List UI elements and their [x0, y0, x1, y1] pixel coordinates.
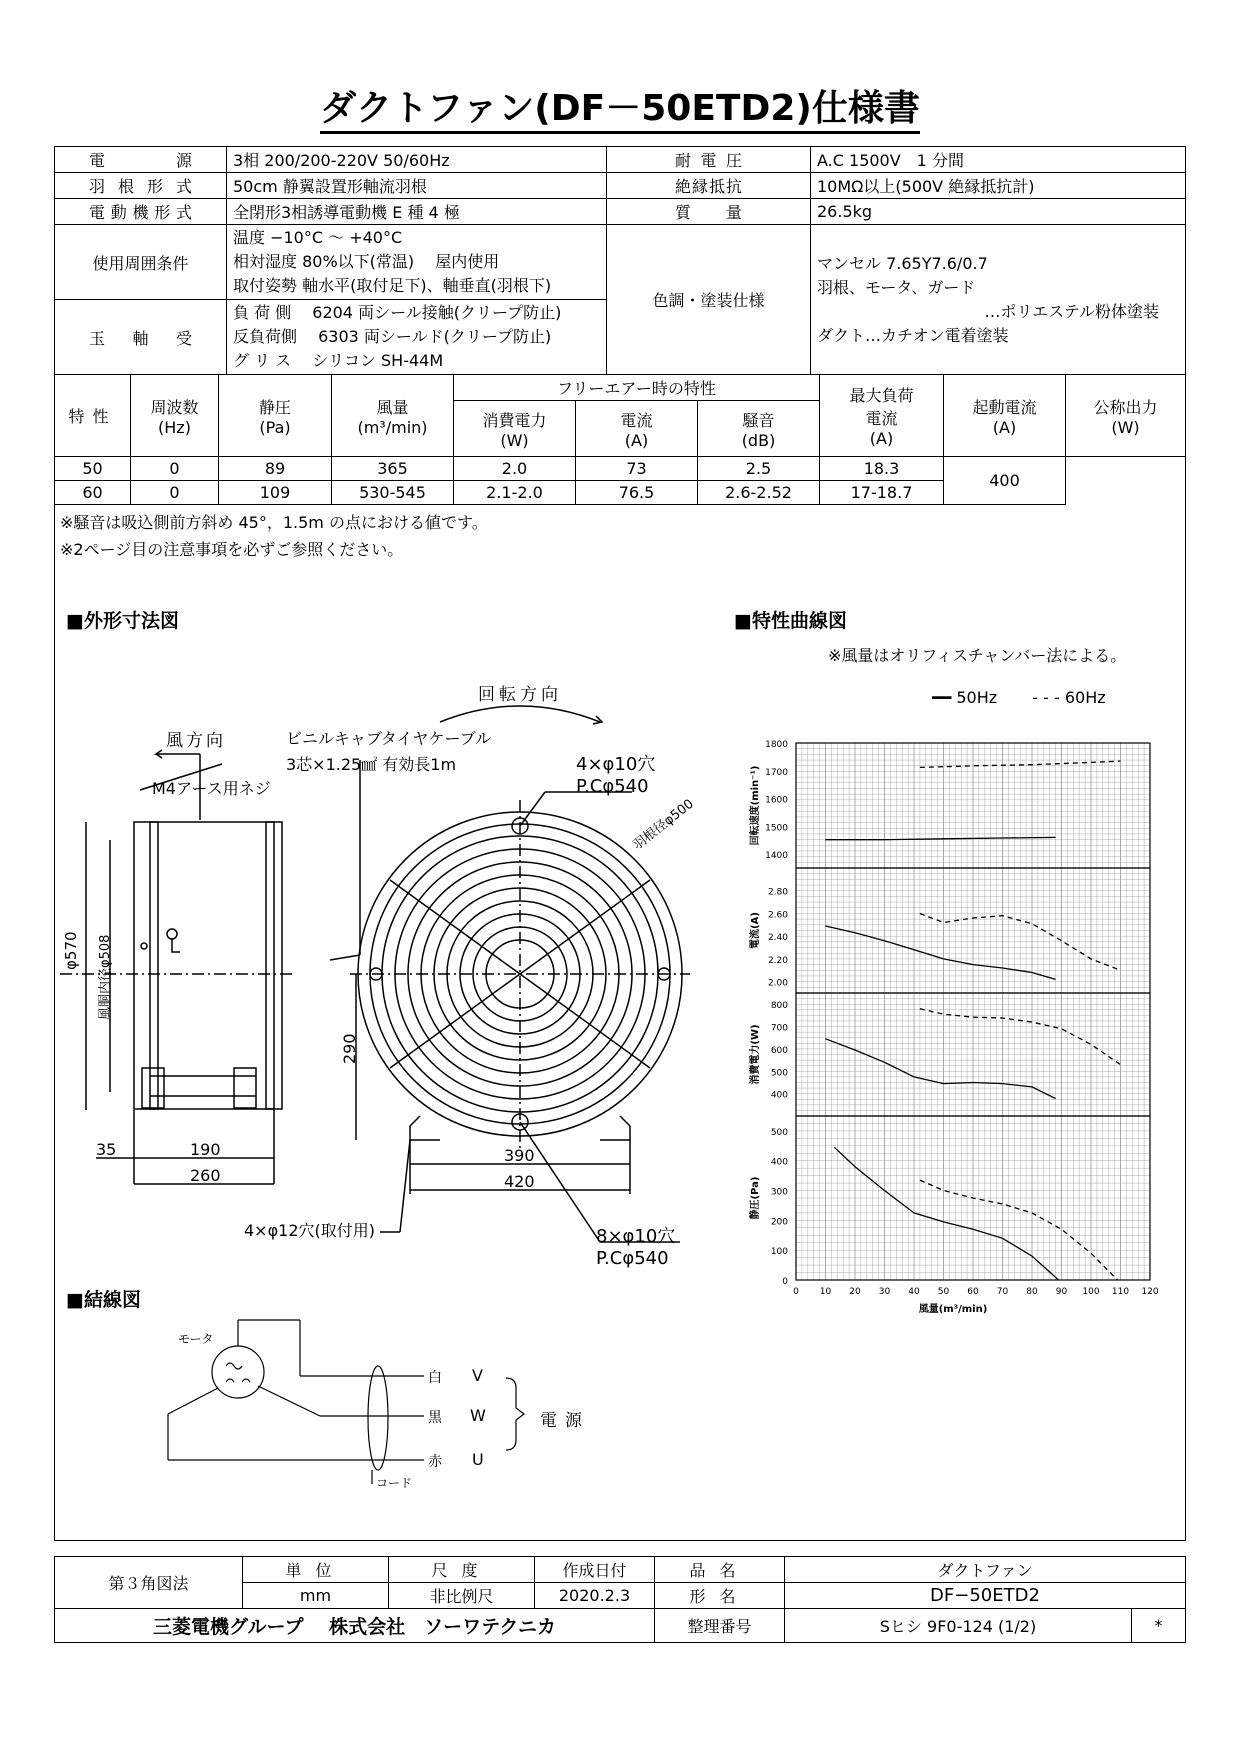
- spec-weight: 26.5kg: [811, 199, 1186, 225]
- cell: 89: [219, 457, 332, 481]
- y-tick-label: 1700: [765, 767, 788, 778]
- char-h-start: [944, 375, 1066, 457]
- h-text: 起動電流: [972, 397, 1037, 417]
- label-d190: 190: [190, 1140, 221, 1159]
- chart-legend: [932, 688, 1106, 707]
- footer-name: ダクトファン: [785, 1557, 1186, 1583]
- y-axis-label: 電流(A): [750, 912, 761, 949]
- label-d420: 420: [504, 1172, 535, 1191]
- cell: 76.5: [576, 481, 698, 505]
- h-unit: (Pa): [259, 417, 291, 437]
- x-tick-label: 30: [878, 1287, 891, 1297]
- spec-label-insulation: 絶縁抵抗: [607, 173, 811, 199]
- y-tick-label: 700: [770, 1023, 788, 1034]
- y-tick-label: 200: [770, 1217, 788, 1228]
- label-d570: φ570: [62, 931, 80, 970]
- h-unit: (dB): [741, 430, 776, 450]
- y-tick-label: 300: [770, 1187, 788, 1198]
- cell: 2.6-2.52: [698, 481, 820, 505]
- label-holes-bot1: 8×φ10穴: [596, 1226, 676, 1247]
- footer-company: 三菱電機グループ 株式会社 ソーワテクニカ: [55, 1609, 655, 1643]
- terminal-w: W: [470, 1406, 486, 1425]
- y-tick-label: 500: [770, 1127, 788, 1138]
- bearing-line: グ リ ス シリコン SH-44M: [233, 351, 444, 370]
- char-h-free: フリーエアー時の特性: [454, 375, 820, 401]
- y-tick-label: 2.60: [767, 910, 788, 921]
- cell: 50: [55, 457, 131, 481]
- footer-name-h: 品名: [655, 1557, 785, 1583]
- spec-label-weight: 質量: [607, 199, 811, 225]
- spec-label-withstand: 耐電圧: [607, 147, 811, 173]
- y-tick-label: 2.40: [767, 933, 788, 944]
- cell: 0: [131, 457, 219, 481]
- footer-unit: mm: [243, 1583, 389, 1609]
- label-d390: 390: [504, 1146, 535, 1165]
- spec-power: 3相 200/200-220V 50/60Hz: [227, 147, 607, 173]
- label-holes-top1: 4×φ10穴: [576, 754, 656, 775]
- footer-scale: 非比例尺: [389, 1583, 535, 1609]
- y-tick-label: 1600: [765, 795, 788, 806]
- cell: 109: [219, 481, 332, 505]
- y-tick-label: 100: [770, 1247, 788, 1258]
- char-h-output: [1066, 375, 1186, 457]
- color-line: ダクト…カチオン電着塗装: [817, 325, 1009, 345]
- cell: 365: [332, 457, 454, 481]
- footer-model-h: 形名: [655, 1583, 785, 1609]
- x-tick-label: 90: [1055, 1287, 1068, 1297]
- cell: 73: [576, 457, 698, 481]
- label-cable2: 3芯×1.25㎟ 有効長1m: [286, 755, 457, 774]
- label-duct-dia: 風胴内径φ508: [98, 934, 113, 1020]
- section-outline: ■外形寸法図: [66, 610, 179, 632]
- env-line: 温度 −10°C ～ +40°C: [233, 228, 403, 247]
- x-tick-label: 50: [937, 1287, 950, 1297]
- spec-color: [811, 225, 1186, 375]
- color-line: マンセル 7.65Y7.6/0.7: [817, 253, 988, 273]
- char-h-flow: [332, 375, 454, 457]
- y-tick-label: 600: [770, 1045, 788, 1056]
- h-unit: (A): [624, 430, 649, 450]
- footer-scale-h: 尺度: [389, 1557, 535, 1583]
- cell: 0: [131, 481, 219, 505]
- h-unit: (m³/min): [357, 417, 428, 437]
- footer-angle: 第３角図法: [55, 1557, 243, 1609]
- spec-label-motor: 電動機形式: [55, 199, 227, 225]
- cell: 2.0: [454, 457, 576, 481]
- table-row: [55, 457, 1186, 481]
- spec-insulation: 10MΩ以上(500V 絶縁抵抗計): [811, 173, 1186, 199]
- wiring-power: 電源: [540, 1411, 590, 1431]
- footer-model: DF−50ETD2: [785, 1583, 1186, 1609]
- cell: 2.1-2.0: [454, 481, 576, 505]
- y-tick-label: 2.00: [767, 978, 788, 989]
- cell: 60: [55, 481, 131, 505]
- x-tick-label: 100: [1082, 1287, 1100, 1297]
- h-text: 公称出力: [1093, 397, 1158, 417]
- x-tick-label: 80: [1026, 1287, 1038, 1297]
- notes: [60, 509, 488, 563]
- wiring-motor: モータ: [178, 1332, 214, 1346]
- h-unit: (W): [1111, 417, 1140, 437]
- wiring-cord: コード: [376, 1476, 413, 1490]
- cell: 530-545: [332, 481, 454, 505]
- h-text: 電流: [620, 410, 653, 430]
- note-line: ※2ページ目の注意事項を必ずご参照ください。: [60, 540, 404, 559]
- x-tick-label: 0: [793, 1287, 799, 1297]
- cell: 17-18.7: [820, 481, 944, 505]
- cell: 18.3: [820, 457, 944, 481]
- spec-motor: 全閉形3相誘導電動機 E 種 4 極: [227, 199, 607, 225]
- footer-date-h: 作成日付: [535, 1557, 655, 1583]
- bearing-line: 負 荷 側 6204 両シール接触(クリープ防止): [233, 303, 562, 322]
- env-line: 取付姿勢 軸水平(取付足下)、軸垂直(羽根下): [233, 276, 552, 295]
- characteristics-table: [54, 374, 1186, 505]
- footer-ref: Sヒシ 9F0-124 (1/2): [785, 1609, 1132, 1643]
- h-text: 消費電力: [482, 410, 547, 430]
- label-holes-bot2: P.Cφ540: [596, 1248, 669, 1269]
- section-wiring: ■結線図: [66, 1289, 141, 1311]
- note-line: ※騒音は吸込側前方斜め 45°，1.5m の点における値です。: [60, 513, 488, 532]
- label-d260: 260: [190, 1166, 221, 1185]
- x-tick-label: 10: [819, 1287, 832, 1297]
- spec-env: [227, 225, 607, 300]
- h-text: 最大負荷: [849, 386, 914, 405]
- char-label: 特性: [55, 375, 131, 457]
- spec-table: [54, 146, 1186, 375]
- color-line: …ポリエステル粉体塗装: [984, 301, 1159, 321]
- h-text: 騒音: [742, 410, 775, 430]
- legend-60: 60Hz: [1064, 688, 1106, 707]
- y-tick-label: 2.20: [767, 955, 788, 966]
- h-unit: (A): [869, 429, 894, 448]
- y-tick-label: 1400: [765, 851, 788, 862]
- x-tick-label: 110: [1111, 1287, 1130, 1297]
- h-text: 電流: [865, 409, 898, 428]
- x-tick-label: 70: [996, 1287, 1009, 1297]
- section-curve: ■特性曲線図: [734, 610, 847, 632]
- char-h-power: [454, 401, 576, 457]
- x-axis-label: 風量(m³/min): [918, 1304, 988, 1315]
- y-tick-label: 500: [770, 1068, 788, 1079]
- label-cable1: ビニルキャブタイヤケーブル: [286, 729, 492, 748]
- char-h-current: [576, 401, 698, 457]
- spec-label-color: 色調・塗装仕様: [607, 225, 811, 375]
- wire-red: 赤: [428, 1454, 442, 1470]
- y-tick-label: 1800: [765, 740, 788, 750]
- char-h-maxload: [820, 375, 944, 457]
- y-axis-label: 回転速度(min⁻¹): [750, 765, 761, 846]
- h-text: 風量: [376, 397, 409, 417]
- legend-line-50: ━━: [932, 688, 952, 707]
- env-line: 相対湿度 80%以下(常温) 屋内使用: [233, 252, 500, 271]
- label-earth: M4アース用ネジ: [152, 779, 271, 798]
- label-holes-mount: 4×φ12穴(取付用): [244, 1221, 375, 1240]
- y-tick-label: 400: [770, 1157, 788, 1168]
- terminal-v: V: [472, 1366, 483, 1385]
- y-axis-label: 静圧(Pa): [750, 1176, 761, 1220]
- y-tick-label: 400: [770, 1090, 788, 1101]
- label-rotation: 回転方向: [478, 685, 562, 705]
- spec-withstand: A.C 1500V 1 分間: [811, 147, 1186, 173]
- x-tick-label: 20: [849, 1287, 861, 1297]
- h-text: 周波数: [150, 397, 199, 417]
- x-tick-label: 40: [908, 1287, 920, 1297]
- x-tick-label: 120: [1141, 1287, 1159, 1297]
- footer-unit-h: 単位: [243, 1557, 389, 1583]
- wire-black: 黒: [428, 1410, 442, 1426]
- bearing-line: 反負荷側 6303 両シールド(クリープ防止): [233, 327, 552, 346]
- h-unit: (Hz): [158, 417, 191, 437]
- y-axis-label: 消費電力(W): [750, 1024, 761, 1085]
- title-block: [54, 1556, 1186, 1643]
- y-tick-label: 800: [770, 1001, 788, 1012]
- spec-bearing: [227, 300, 607, 375]
- page-title: ダクトファン(DF－50ETD2)仕様書: [0, 80, 1240, 131]
- spec-blade: 50cm 静翼設置形軸流羽根: [227, 173, 607, 199]
- char-h-freq: [131, 375, 219, 457]
- spec-label-env: 使用周囲条件: [55, 225, 227, 300]
- spec-label-blade: 羽根形式: [55, 173, 227, 199]
- y-tick-label: 0: [782, 1277, 788, 1287]
- legend-50: 50Hz: [956, 688, 998, 707]
- char-h-noise: [698, 401, 820, 457]
- footer-date: 2020.2.3: [535, 1583, 655, 1609]
- label-d35: 35: [96, 1140, 117, 1159]
- label-blade-dia: 羽根径φ500: [630, 796, 697, 853]
- x-tick-label: 60: [967, 1287, 979, 1297]
- spec-label-bearing: 玉軸受: [55, 300, 227, 375]
- wire-white: 白: [428, 1370, 442, 1386]
- label-wind: 風方向: [166, 731, 226, 751]
- curve-note: ※風量はオリフィスチャンバー法による。: [828, 646, 1127, 665]
- footer-ref-h: 整理番号: [655, 1609, 785, 1643]
- label-holes-top2: P.Cφ540: [576, 776, 649, 797]
- legend-line-60: - - -: [1032, 688, 1060, 707]
- cell: 2.5: [698, 457, 820, 481]
- h-text: 静圧: [258, 397, 291, 417]
- y-tick-label: 1500: [765, 823, 788, 834]
- terminal-u: U: [472, 1450, 484, 1469]
- label-h290: 290: [340, 1033, 359, 1064]
- spec-label-power: 電源: [55, 147, 227, 173]
- cell-output: 400: [944, 457, 1066, 505]
- y-tick-label: 2.80: [767, 887, 788, 898]
- footer-mark: *: [1132, 1609, 1186, 1643]
- char-h-sp: [219, 375, 332, 457]
- h-unit: (W): [500, 430, 529, 450]
- color-line: 羽根、モータ、ガード: [817, 277, 976, 297]
- h-unit: (A): [992, 417, 1017, 437]
